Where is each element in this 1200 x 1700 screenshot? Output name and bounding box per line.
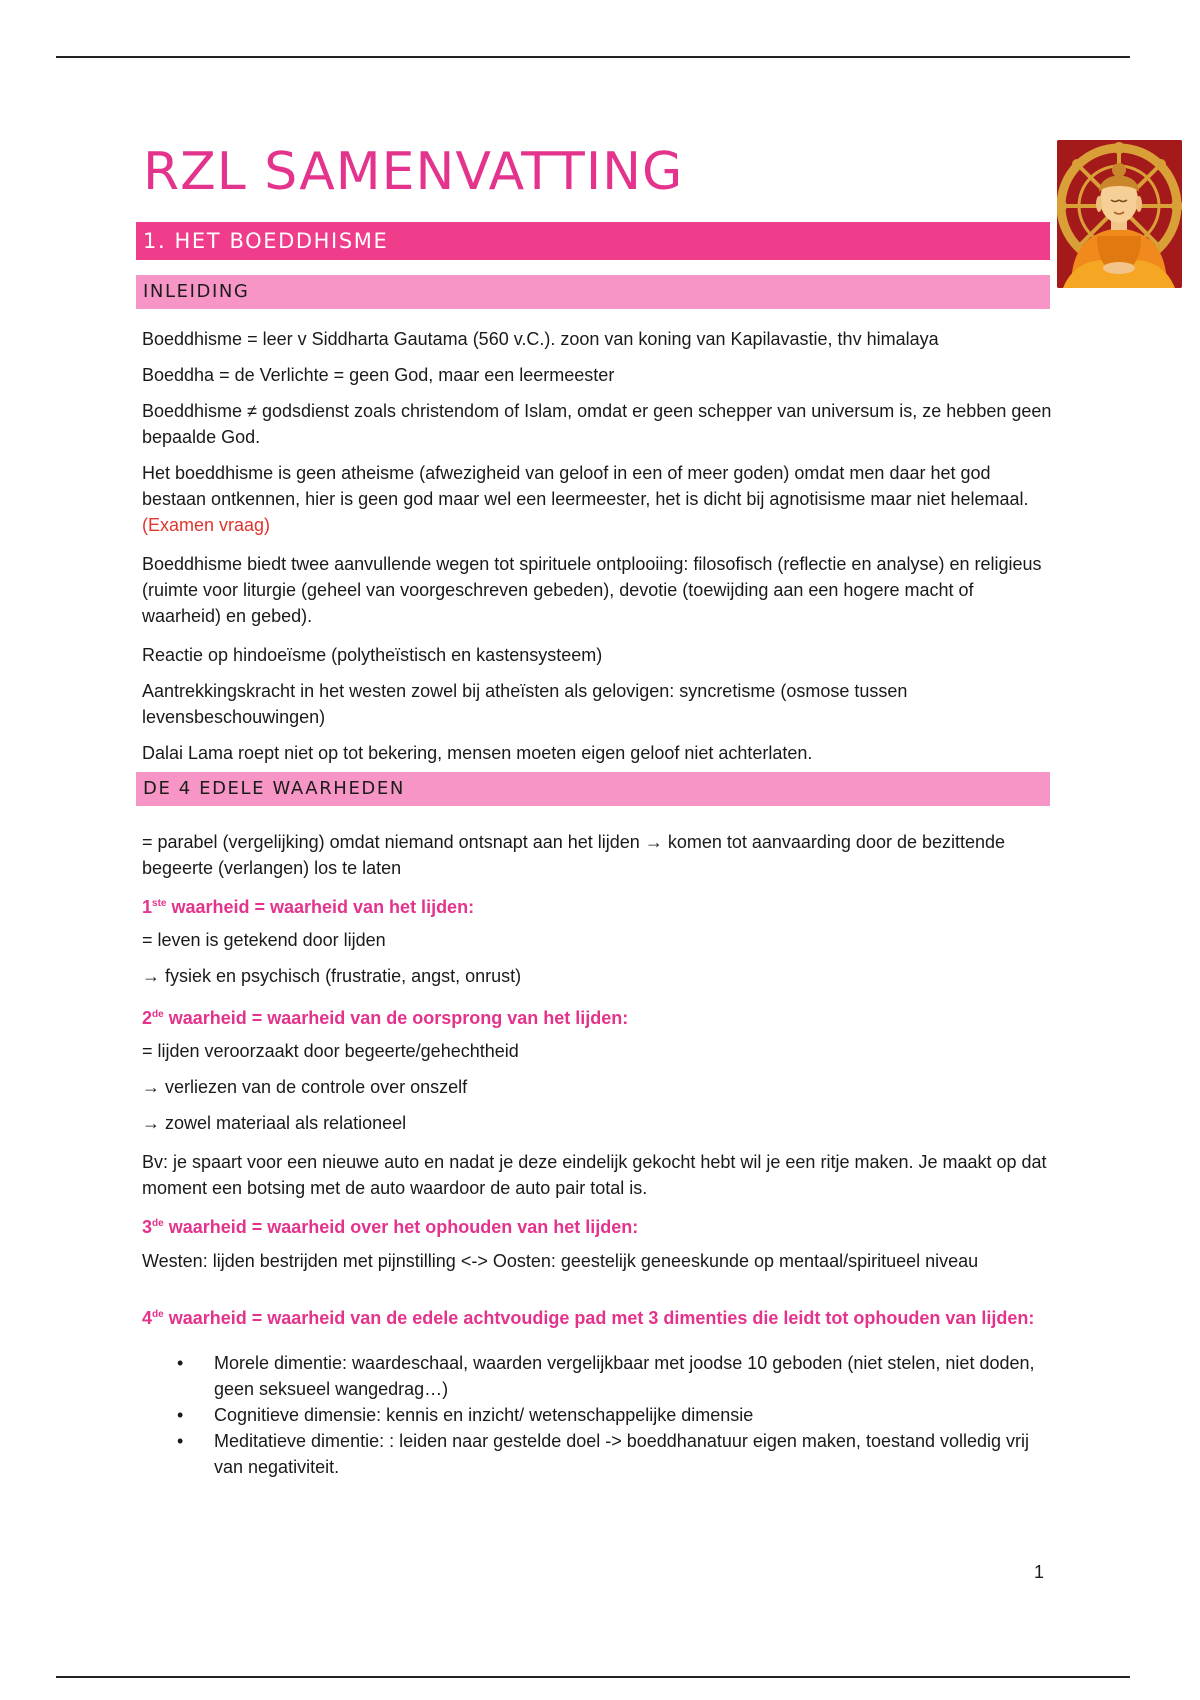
top-rule bbox=[56, 56, 1130, 58]
truth-4-heading bbox=[142, 1302, 1057, 1331]
section-heading-boeddhisme: 1. HET BOEDDHISME bbox=[136, 222, 1050, 260]
truth-1-title: waarheid = waarheid van het lijden: bbox=[166, 897, 475, 917]
truth-3-sup: de bbox=[152, 1218, 164, 1229]
subheading-inleiding: INLEIDING bbox=[136, 275, 1050, 309]
truth-1-line-1: = leven is getekend door lijden bbox=[142, 930, 386, 950]
subheading-edele-waarheden: DE 4 EDELE WAARHEDEN bbox=[136, 772, 1050, 806]
truth-2-line-1: = lijden veroorzaakt door begeerte/gehechtheid bbox=[142, 1041, 519, 1061]
page-number: 1 bbox=[1034, 1562, 1045, 1582]
truth-3-line-1: Westen: lijden bestrijden met pijnstilling <-> Oosten: geestelijk geneeskunde op mentaal/spiritueel niveau bbox=[142, 1251, 979, 1271]
truth-3-title: waarheid = waarheid over het ophouden van het lijden: bbox=[163, 1217, 639, 1237]
truth-2-title: waarheid = waarheid van de oorsprong van het lijden: bbox=[163, 1008, 629, 1028]
list-item: • Cognitieve dimensie: kennis en inzicht/ wetenschappelijke dimensie bbox=[142, 1402, 1057, 1428]
paragraph-syncretism: Aantrekkingskracht in het westen zowel bij atheïsten als gelovigen: syncretisme (osmose tussen levensbeschouwingen) bbox=[142, 681, 908, 727]
paragraph-not-atheism bbox=[142, 460, 1057, 538]
paragraph-definition: Boeddhisme = leer v Siddharta Gautama (560 v.C.). zoon van koning van Kapilavastie, thv himalaya bbox=[142, 329, 939, 349]
list-item: • Meditatieve dimentie: : leiden naar gestelde doel -> boeddhanatuur eigen maken, toestand volledig vrij van negativiteit. bbox=[142, 1428, 1057, 1480]
truth-2-heading bbox=[142, 1002, 1057, 1031]
truth-4-title: waarheid = waarheid van de edele achtvoudige pad met 3 dimenties die leidt tot ophouden van lijden: bbox=[163, 1308, 1035, 1328]
truth-2-num: 2 bbox=[142, 1008, 153, 1028]
paragraph-dalai-lama: Dalai Lama roept niet op tot bekering, mensen moeten eigen geloof niet achterlaten. bbox=[142, 743, 813, 763]
truth-2-line-2: → verliezen van de controle over onszelf bbox=[142, 1077, 468, 1097]
list-item: • Morele dimentie: waardeschaal, waarden vergelijkbaar met joodse 10 geboden (niet stelen, niet doden, geen seksueel wangedrag…) bbox=[142, 1350, 1057, 1402]
truth-3-num: 3 bbox=[142, 1217, 153, 1237]
paragraph-not-religion: Boeddhisme ≠ godsdienst zoals christendom of Islam, omdat er geen schepper van universum is, ze hebben geen bepaalde God. bbox=[142, 401, 1052, 447]
paragraph-not-atheism-text: Het boeddhisme is geen atheisme (afwezigheid van geloof in een of meer goden) omdat men daar het god bestaan ontkennen, hier is geen god maar wel een leermeester, het is dicht bij agnotisisme maar niet helemaal. bbox=[142, 463, 1029, 509]
buddha-image bbox=[1057, 140, 1182, 288]
truth-4-sup: de bbox=[152, 1309, 164, 1320]
paragraph-hinduism: Reactie op hindoeïsme (polytheïstisch en kastensysteem) bbox=[142, 645, 603, 665]
paragraph-two-paths: Boeddhisme biedt twee aanvullende wegen tot spirituele ontplooiing: filosofisch (reflectie en analyse) en religieus (ruimte voor liturgie (geheel van voorgeschreven gebeden), devotie (toewijding aan een hogere macht of waarheid) en gebed). bbox=[142, 554, 1042, 626]
document-title: RZL SAMENVATTING bbox=[143, 142, 684, 202]
truth-2-sup: de bbox=[152, 1009, 164, 1020]
truth-1-heading bbox=[142, 891, 1057, 920]
truth-1-num: 1 bbox=[142, 897, 153, 917]
exam-note: (Examen vraag) bbox=[142, 515, 271, 535]
dimension-list bbox=[142, 1350, 1057, 1480]
truth-2-line-3: → zowel materiaal als relationeel bbox=[142, 1113, 407, 1133]
truth-2-example: Bv: je spaart voor een nieuwe auto en nadat je deze eindelijk gekocht hebt wil je een ritje maken. Je maakt op dat moment een botsing met de auto waardoor de auto pair total is. bbox=[142, 1152, 1047, 1198]
paragraph-parabel: = parabel (vergelijking) omdat niemand ontsnapt aan het lijden → komen tot aanvaarding door de bezittende begeerte (verlangen) los te laten bbox=[142, 832, 1006, 878]
truth-3-heading bbox=[142, 1211, 1057, 1240]
truth-1-line-2: → fysiek en psychisch (frustratie, angst, onrust) bbox=[142, 966, 522, 986]
truth-4-num: 4 bbox=[142, 1308, 153, 1328]
paragraph-boeddha: Boeddha = de Verlichte = geen God, maar een leermeester bbox=[142, 365, 615, 385]
bottom-rule bbox=[56, 1676, 1130, 1678]
truth-1-sup: ste bbox=[152, 898, 167, 909]
